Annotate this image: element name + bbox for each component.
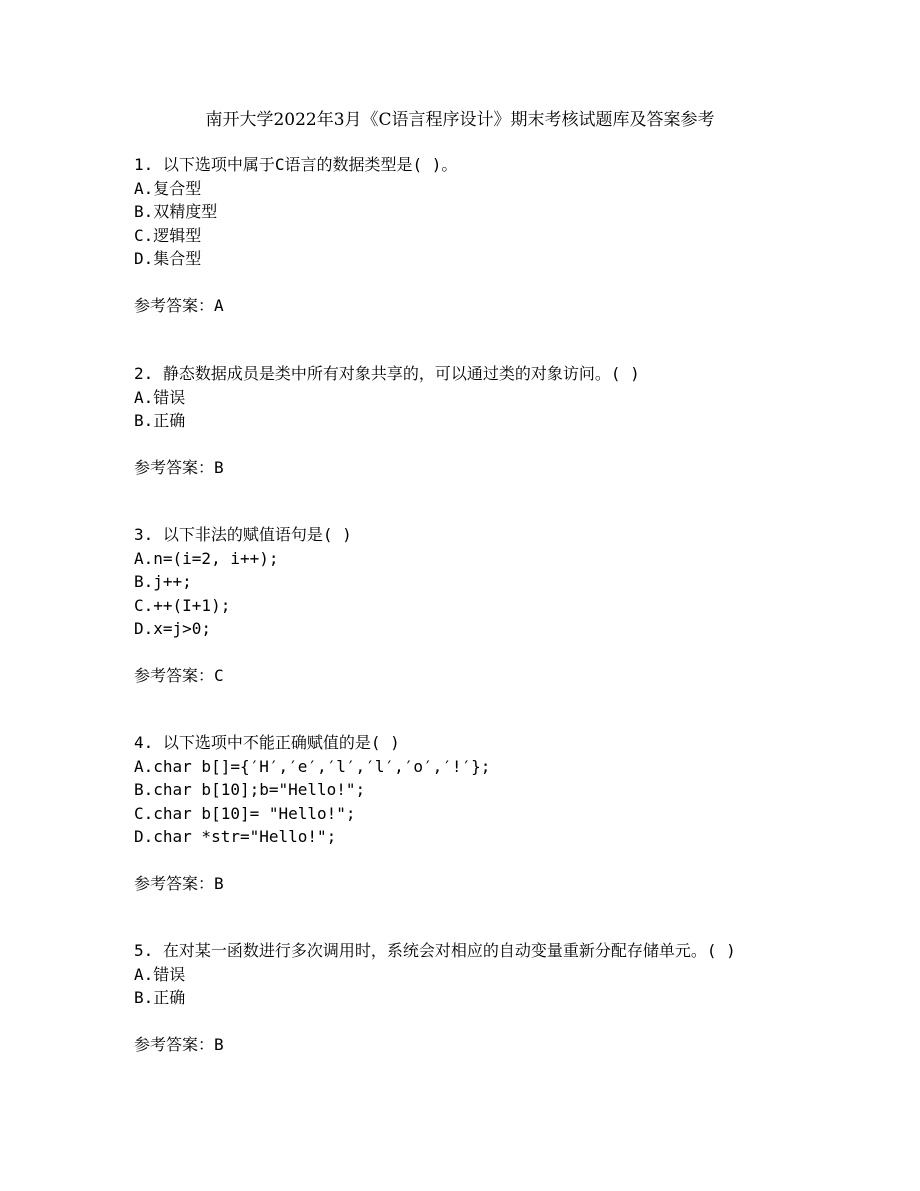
reference-answer: 参考答案：B xyxy=(134,1035,224,1054)
question-5 xyxy=(134,939,804,1057)
option-b: B.正确 xyxy=(134,411,186,430)
question-stem: 2. 静态数据成员是类中所有对象共享的，可以通过类的对象访问。( ) xyxy=(134,364,640,383)
option-c: C.++(I+1); xyxy=(134,595,231,615)
option-b: B.正确 xyxy=(134,988,186,1007)
question-stem: 1. 以下选项中属于C语言的数据类型是( )。 xyxy=(134,155,458,174)
option-c: C.逻辑型 xyxy=(134,225,202,245)
option-b: B.j++; xyxy=(134,572,192,591)
option-a: A.复合型 xyxy=(134,178,202,198)
reference-answer: 参考答案：B xyxy=(134,874,224,893)
option-d: D.集合型 xyxy=(134,249,202,268)
option-a: A.错误 xyxy=(134,964,186,984)
document-title: 南开大学2022年3月《C语言程序设计》期末考核试题库及答案参考 xyxy=(205,110,715,130)
option-b: B.双精度型 xyxy=(134,202,218,221)
option-a: A.错误 xyxy=(134,387,186,407)
option-d: D.char *str="Hello!"; xyxy=(134,827,337,846)
question-2 xyxy=(134,362,804,480)
question-stem: 4. 以下选项中不能正确赋值的是( ) xyxy=(134,733,400,752)
question-1 xyxy=(134,153,804,318)
option-c: C.char b[10]= "Hello!"; xyxy=(134,803,356,823)
option-b: B.char b[10];b="Hello!"; xyxy=(134,780,366,799)
question-4 xyxy=(134,731,804,896)
question-stem: 3. 以下非法的赋值语句是( ) xyxy=(134,525,352,544)
reference-answer: 参考答案：B xyxy=(134,458,224,477)
reference-answer: 参考答案：C xyxy=(134,666,224,685)
question-stem: 5. 在对某一函数进行多次调用时，系统会对相应的自动变量重新分配存储单元。( ) xyxy=(134,941,736,960)
option-a: A.char b[]={′H′,′e′,′l′,′l′,′o′,′!′}; xyxy=(134,756,491,776)
option-a: A.n=(i=2, i++); xyxy=(134,548,279,568)
question-3 xyxy=(134,523,804,688)
reference-answer: 参考答案：A xyxy=(134,296,224,315)
option-d: D.x=j>0; xyxy=(134,619,212,638)
